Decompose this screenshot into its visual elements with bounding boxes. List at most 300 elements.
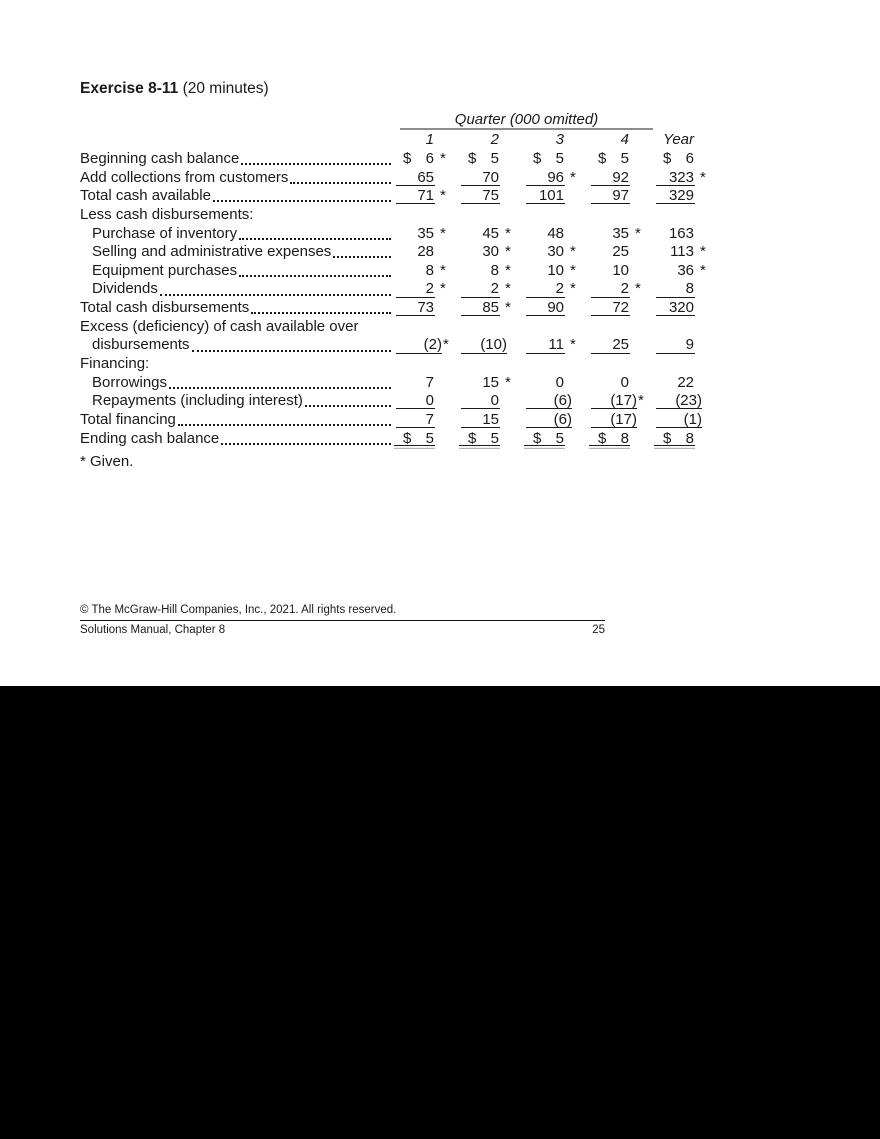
- value-cell: [656, 150, 694, 169]
- asterisk-marker: *: [700, 243, 706, 261]
- value-column: [461, 374, 526, 393]
- value-column: [656, 243, 721, 262]
- asterisk-marker: *: [505, 373, 511, 391]
- value-column: [591, 187, 656, 206]
- value-column: [461, 392, 526, 411]
- cell-value: (17): [610, 392, 637, 410]
- value-cell: [526, 299, 564, 318]
- asterisk-marker: *: [570, 168, 576, 186]
- value-cell: [656, 410, 702, 430]
- cell-value: 0: [425, 392, 434, 410]
- row-label-cell: [80, 150, 396, 169]
- value-cell: [461, 187, 499, 206]
- cell-value: 75: [482, 187, 499, 205]
- value-cell: [461, 411, 499, 430]
- asterisk-marker: [434, 169, 461, 188]
- row-label-cell: [80, 206, 396, 225]
- value-cell: [461, 243, 499, 262]
- asterisk-marker: [694, 225, 721, 244]
- asterisk-marker: [434, 392, 461, 411]
- asterisk-marker: *: [440, 280, 446, 298]
- asterisk-marker: [499, 430, 526, 449]
- column-header-suffix: [629, 130, 656, 149]
- value-column: [396, 430, 461, 449]
- value-column: [591, 243, 656, 262]
- cell-value: 5: [620, 150, 629, 167]
- row-values: [396, 169, 721, 188]
- value-cell: [526, 169, 564, 188]
- cell-value: 6: [685, 150, 694, 167]
- value-cell: [591, 243, 629, 262]
- asterisk-marker: [564, 225, 591, 244]
- value-column: [656, 280, 721, 299]
- asterisk-marker: [694, 374, 721, 393]
- asterisk-marker: [434, 374, 461, 393]
- value-cell: [656, 336, 694, 355]
- value-column: [526, 336, 591, 355]
- asterisk-marker: [564, 187, 591, 206]
- cell-value: 8: [620, 429, 629, 447]
- cell-value: 65: [417, 168, 434, 186]
- cell-value: 71: [417, 187, 434, 205]
- row-values: [396, 336, 721, 355]
- value-column: [591, 280, 656, 299]
- table-row: [80, 206, 728, 225]
- table-row: [80, 150, 728, 169]
- cell-value: 85: [482, 299, 499, 317]
- value-column: [461, 243, 526, 262]
- asterisk-marker: [629, 374, 656, 393]
- asterisk-marker: [564, 299, 591, 318]
- cell-value: 8: [685, 429, 694, 447]
- value-cell: [656, 280, 694, 299]
- value-column: [591, 262, 656, 281]
- value-cell: [591, 262, 629, 281]
- value-column: [591, 430, 656, 449]
- dot-leader: [305, 392, 391, 407]
- value-cell: [396, 187, 434, 206]
- column-header-suffix: [499, 130, 526, 149]
- value-column: [396, 169, 461, 188]
- table-row: [80, 243, 728, 262]
- dot-leader: [221, 430, 391, 445]
- value-cell: [526, 392, 572, 411]
- value-cell: [591, 280, 629, 299]
- value-cell: [591, 392, 637, 411]
- cell-value: (23): [675, 392, 702, 410]
- value-column: [526, 150, 591, 169]
- value-cell: [526, 187, 564, 206]
- cell-value: 10: [547, 261, 564, 279]
- asterisk-marker: *: [635, 280, 641, 298]
- asterisk-marker: [434, 411, 461, 430]
- value-cell: [461, 299, 499, 318]
- dollar-sign: $: [403, 429, 412, 447]
- row-label-cell: [80, 280, 396, 299]
- cell-value: 7: [425, 373, 434, 391]
- value-column: [526, 392, 591, 411]
- cell-value: 2: [425, 280, 434, 298]
- asterisk-marker: *: [440, 224, 446, 242]
- value-cell: [461, 430, 499, 449]
- value-cell: [591, 374, 629, 393]
- asterisk-marker: [629, 299, 656, 318]
- row-label: Purchase of inventory: [92, 224, 238, 242]
- cell-value: 48: [547, 224, 564, 242]
- asterisk-marker: *: [638, 392, 644, 410]
- row-label: disbursements: [92, 336, 190, 354]
- dot-leader: [160, 280, 391, 295]
- column-header-cell: [396, 130, 461, 149]
- table-body: [80, 150, 728, 448]
- asterisk-marker: *: [570, 280, 576, 298]
- column-header-cell: [656, 130, 721, 149]
- value-column: [461, 225, 526, 244]
- cell-value: 0: [555, 373, 564, 391]
- value-column: [461, 430, 526, 449]
- value-cell: [526, 150, 564, 169]
- dot-leader: [333, 243, 391, 258]
- footer-divider: [80, 620, 605, 621]
- cell-value: 92: [612, 168, 629, 186]
- cell-value: 5: [490, 429, 499, 447]
- cell-value: 9: [685, 336, 694, 354]
- asterisk-marker: [694, 187, 721, 206]
- value-column: [396, 336, 461, 355]
- cell-value: 15: [482, 373, 499, 391]
- value-cell: [461, 374, 499, 393]
- cell-value: 11: [548, 336, 564, 354]
- value-cell: [656, 430, 694, 449]
- value-cell: [526, 243, 564, 262]
- value-column: [656, 262, 721, 281]
- quarter-group-header: Quarter (000 omitted): [400, 112, 653, 130]
- asterisk-marker: *: [700, 168, 706, 186]
- value-cell: [396, 280, 434, 299]
- cell-value: 0: [620, 373, 629, 391]
- asterisk-marker: [499, 187, 526, 206]
- column-header: 1: [425, 131, 434, 148]
- asterisk-marker: [694, 336, 721, 355]
- value-cell: [396, 225, 434, 244]
- asterisk-marker: [564, 430, 591, 449]
- dot-leader: [192, 336, 391, 351]
- row-label-cell: [80, 299, 396, 318]
- asterisk-marker: *: [635, 224, 641, 242]
- cell-value: 15: [482, 410, 499, 428]
- table-row: [80, 411, 728, 430]
- asterisk-marker: *: [440, 261, 446, 279]
- value-column: [396, 299, 461, 318]
- value-cell: [461, 280, 499, 299]
- cell-value: 5: [425, 429, 434, 447]
- dot-leader: [241, 150, 391, 165]
- value-column: [526, 299, 591, 318]
- value-cell: [461, 150, 499, 169]
- row-label-cell: [80, 187, 396, 206]
- value-cell: [526, 225, 564, 244]
- cell-value: 101: [538, 187, 564, 205]
- value-column: [396, 225, 461, 244]
- row-label-cell: [80, 243, 396, 262]
- cell-value: 329: [668, 187, 694, 205]
- value-column: [656, 187, 721, 206]
- value-cell: [656, 392, 702, 411]
- dollar-sign: $: [533, 429, 542, 447]
- row-label-cell: [80, 336, 396, 355]
- dot-leader: [239, 262, 391, 277]
- row-values: [396, 225, 721, 244]
- value-column: [461, 169, 526, 188]
- row-label: Total cash disbursements: [80, 299, 250, 317]
- value-column: [656, 374, 721, 393]
- cell-value: 96: [547, 168, 564, 186]
- footer-copyright: © The McGraw-Hill Companies, Inc., 2021. All rights reserved.: [80, 604, 397, 616]
- value-column: [656, 169, 721, 188]
- asterisk-marker: [694, 280, 721, 299]
- asterisk-marker: *: [440, 187, 446, 205]
- row-label-cell: [80, 355, 396, 374]
- cell-value: 8: [490, 261, 499, 279]
- value-cell: [396, 336, 442, 355]
- asterisk-marker: [629, 150, 656, 169]
- dot-leader: [213, 187, 391, 202]
- value-cell: [656, 187, 694, 206]
- cell-value: 36: [677, 261, 694, 279]
- value-column: [591, 225, 656, 244]
- value-column: [396, 187, 461, 206]
- table-row: [80, 355, 728, 374]
- cell-value: 320: [668, 299, 694, 317]
- value-column: [461, 262, 526, 281]
- column-header-cell: [526, 130, 591, 149]
- asterisk-marker: *: [505, 280, 511, 298]
- value-column: [656, 336, 721, 355]
- value-column: [526, 225, 591, 244]
- table-row: [80, 374, 728, 393]
- asterisk-marker: [694, 430, 721, 449]
- dollar-sign: $: [403, 150, 412, 167]
- value-column: [591, 299, 656, 318]
- asterisk-marker: [499, 150, 526, 169]
- value-column: [396, 280, 461, 299]
- table-row: [80, 262, 728, 281]
- value-column: [591, 336, 656, 355]
- dollar-sign: $: [533, 150, 542, 167]
- value-column: [461, 150, 526, 169]
- asterisk-marker: *: [440, 150, 446, 167]
- asterisk-marker: *: [505, 224, 511, 242]
- value-cell: [396, 169, 434, 188]
- value-cell: [656, 374, 694, 393]
- value-cell: [396, 150, 434, 169]
- dollar-sign: $: [598, 429, 607, 447]
- value-cell: [656, 262, 694, 281]
- value-column: [656, 150, 721, 169]
- asterisk-marker: [629, 430, 656, 449]
- row-label: Borrowings: [92, 373, 168, 391]
- asterisk-marker: [629, 243, 656, 262]
- asterisk-marker: *: [505, 243, 511, 261]
- cell-value: (2): [423, 336, 442, 354]
- row-label: Add collections from customers: [80, 168, 289, 186]
- value-column: [526, 411, 591, 430]
- value-column: [591, 411, 656, 430]
- column-header: 2: [490, 131, 499, 148]
- exercise-number: Exercise 8-11: [80, 80, 179, 97]
- cell-value: 8: [425, 261, 434, 279]
- asterisk-marker: [694, 150, 721, 169]
- cell-value: 25: [612, 243, 629, 261]
- row-label-cell: [80, 262, 396, 281]
- table-row: [80, 299, 728, 318]
- value-column: [591, 374, 656, 393]
- column-header-suffix: [434, 130, 461, 149]
- asterisk-marker: [564, 150, 591, 169]
- cell-value: 30: [547, 243, 564, 261]
- cell-value: 5: [490, 150, 499, 167]
- value-column: [526, 187, 591, 206]
- value-column: [656, 411, 721, 430]
- asterisk-marker: [499, 169, 526, 188]
- table-row: [80, 169, 728, 188]
- asterisk-marker: [499, 392, 526, 411]
- table-row: [80, 280, 728, 299]
- column-header: 3: [555, 131, 564, 148]
- cell-value: 8: [685, 280, 694, 298]
- cell-value: 97: [612, 187, 629, 205]
- row-label-cell: [80, 430, 396, 449]
- value-cell: [396, 392, 434, 411]
- dot-leader: [178, 411, 391, 426]
- value-cell: [396, 374, 434, 393]
- value-cell: [461, 169, 499, 188]
- cell-value: 2: [490, 280, 499, 298]
- cash-budget-table: [80, 112, 728, 448]
- table-row: [80, 392, 728, 411]
- cell-value: 35: [417, 224, 434, 242]
- value-cell: [526, 280, 564, 299]
- row-label-cell: [80, 374, 396, 393]
- value-column: [591, 169, 656, 188]
- dot-leader: [169, 374, 391, 389]
- column-header: 4: [620, 131, 629, 148]
- row-values: [396, 374, 721, 393]
- row-values: [396, 299, 721, 318]
- value-cell: [656, 169, 694, 188]
- column-header: Year: [663, 131, 694, 148]
- row-label: Equipment purchases: [92, 261, 238, 279]
- value-cell: [591, 410, 637, 430]
- value-cell: [526, 430, 564, 449]
- table-row: [80, 225, 728, 244]
- value-column: [461, 299, 526, 318]
- value-column: [396, 392, 461, 411]
- value-cell: [591, 336, 629, 355]
- value-cell: [591, 150, 629, 169]
- cell-value: 25: [612, 336, 629, 354]
- asterisk-marker: [434, 299, 461, 318]
- row-label: Financing:: [80, 355, 150, 373]
- asterisk-marker: [629, 169, 656, 188]
- cell-value: 22: [677, 373, 694, 391]
- row-label: Dividends: [92, 280, 158, 298]
- row-label-cell: [80, 392, 396, 411]
- value-column: [591, 392, 656, 411]
- cell-value: 2: [555, 280, 564, 298]
- row-label-cell: [80, 318, 396, 337]
- cell-value: 323: [668, 168, 694, 186]
- value-cell: [461, 225, 499, 244]
- cell-value: (6): [553, 392, 572, 410]
- value-column: [526, 430, 591, 449]
- value-column: [656, 299, 721, 318]
- asterisk-marker: *: [700, 261, 706, 279]
- row-label: Selling and administrative expenses: [92, 243, 332, 261]
- value-column: [656, 225, 721, 244]
- asterisk-marker: [434, 243, 461, 262]
- asterisk-marker: *: [570, 336, 576, 354]
- dollar-sign: $: [598, 150, 607, 167]
- row-label: Ending cash balance: [80, 429, 220, 447]
- row-values: [396, 430, 721, 449]
- footnote: * Given.: [80, 453, 134, 470]
- row-label: Less cash disbursements:: [80, 205, 254, 223]
- cell-value: 6: [425, 150, 434, 167]
- value-cell: [656, 243, 694, 262]
- value-cell: [591, 299, 629, 318]
- asterisk-marker: *: [505, 299, 511, 317]
- value-cell: [656, 299, 694, 318]
- column-header-row: [80, 130, 728, 150]
- value-cell: [591, 169, 629, 188]
- column-header-suffix: [694, 130, 721, 149]
- cell-value: (6): [553, 410, 572, 428]
- value-cell: [526, 410, 572, 430]
- row-label: Beginning cash balance: [80, 150, 240, 167]
- group-header-row: [80, 112, 728, 130]
- column-header-suffix: [564, 130, 591, 149]
- value-cell: [591, 225, 629, 244]
- row-label-cell: [80, 169, 396, 188]
- value-column: [591, 150, 656, 169]
- row-values: [396, 392, 721, 411]
- value-column: [656, 392, 721, 411]
- value-column: [396, 243, 461, 262]
- row-values: [396, 411, 721, 430]
- row-label: Excess (deficiency) of cash available over: [80, 317, 359, 335]
- value-column: [461, 280, 526, 299]
- cell-value: 35: [612, 224, 629, 242]
- value-column: [526, 169, 591, 188]
- table-row: [80, 187, 728, 206]
- cell-value: 5: [555, 429, 564, 447]
- value-column: [461, 336, 526, 355]
- row-values: [396, 243, 721, 262]
- row-label-cell: [80, 225, 396, 244]
- cell-value: 10: [612, 261, 629, 279]
- asterisk-marker: *: [570, 261, 576, 279]
- cell-value: 30: [482, 243, 499, 261]
- asterisk-marker: [694, 299, 721, 318]
- row-values: [396, 187, 721, 206]
- dot-leader: [251, 299, 391, 314]
- value-cell: [526, 336, 564, 355]
- table-row: [80, 430, 728, 449]
- row-values: [396, 280, 721, 299]
- cell-value: 0: [490, 392, 499, 410]
- asterisk-marker: [629, 336, 656, 355]
